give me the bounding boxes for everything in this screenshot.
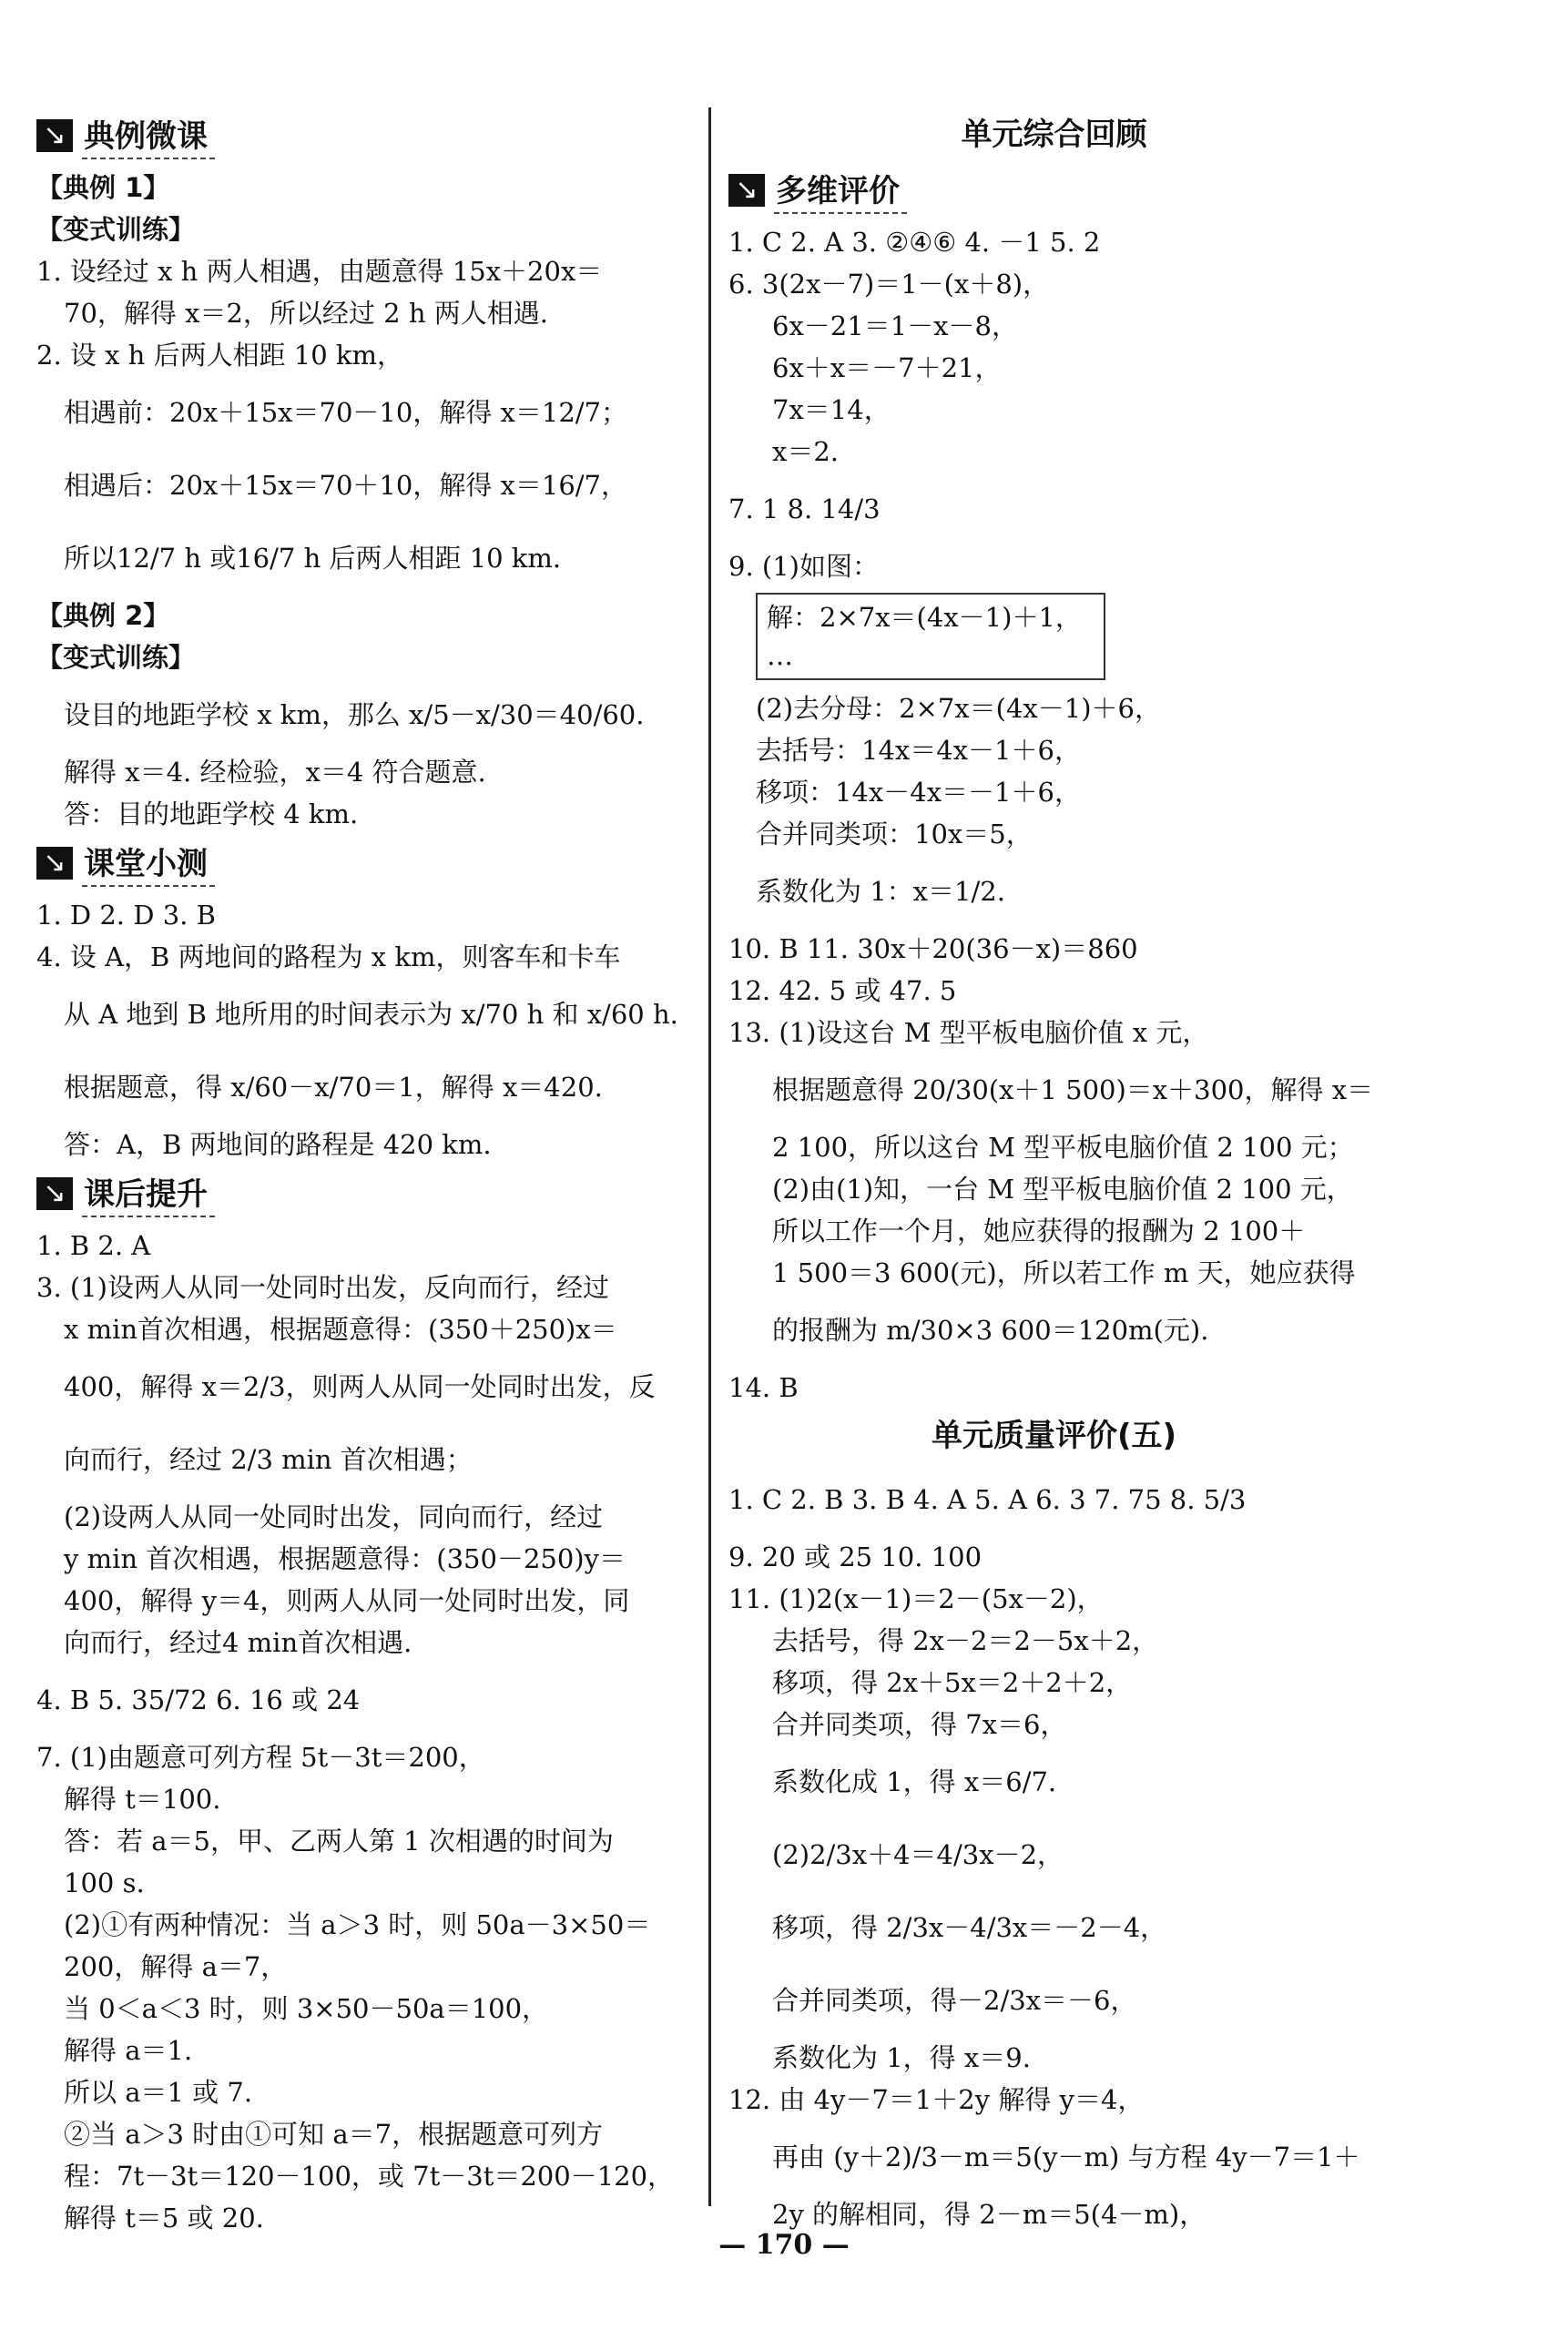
section-header xyxy=(36,839,687,887)
text-line: 3. (1)设两人从同一处同时出发，反向而行，经过 xyxy=(36,1272,609,1303)
text-line: 去括号，得 2x－2＝2－5x＋2， xyxy=(772,1625,1159,1656)
text-line: 系数化为 1：x＝1/2. xyxy=(756,876,1005,907)
text-line: 解得 x＝4. 经检验，x＝4 符合题意. xyxy=(64,757,486,788)
text-line: 400，解得 x＝2/3，则两人从同一处同时出发，反 xyxy=(64,1371,656,1402)
solution-box xyxy=(756,593,1105,680)
example-label: 【典例 2】 xyxy=(36,600,170,631)
text-line: 相遇前：20x＋15x＝70－10，解得 x＝12/7； xyxy=(64,397,628,428)
text-line: ②当 a＞3 时由①可知 a＝7，根据题意可列方 xyxy=(64,2119,604,2150)
text-line: 从 A 地到 B 地所用的时间表示为 x/70 h 和 x/60 h. xyxy=(64,999,678,1030)
text-line: 400，解得 y＝4，则两人从同一处同时出发，同 xyxy=(64,1585,630,1616)
text-line: 4. B 5. 35/72 6. 16 或 24 xyxy=(36,1684,361,1715)
section-header xyxy=(36,1169,687,1217)
variant-label: 【变式训练】 xyxy=(36,642,196,673)
text-line: 当 0＜a＜3 时，则 3×50－50a＝100， xyxy=(64,1993,549,2024)
text-line: y min 首次相遇，根据题意得：(350－250)y＝ xyxy=(64,1543,626,1574)
text-line: 7x＝14， xyxy=(772,394,891,425)
column-divider xyxy=(708,107,711,2206)
text-line: 70，解得 x＝2，所以经过 2 h 两人相遇. xyxy=(64,298,548,329)
text-line: 6x＋x＝－7＋21， xyxy=(772,352,1002,383)
text-line: 11. (1)2(x－1)＝2－(5x－2)， xyxy=(728,1583,1104,1614)
left-column xyxy=(36,107,687,2239)
text-line: 移项：14x－4x＝－1＋6， xyxy=(756,777,1081,808)
text-line: 系数化为 1，得 x＝9. xyxy=(772,2042,1031,2073)
unit-title: 单元质量评价(五) xyxy=(931,1418,1177,1454)
text-line: x＝2. xyxy=(772,436,840,467)
text-line: 1. B 2. A xyxy=(36,1230,151,1261)
example-label: 【典例 1】 xyxy=(36,172,170,203)
text-line: 合并同类项，得－2/3x＝－6， xyxy=(772,1985,1137,2016)
section-title: 典例微课 xyxy=(82,111,215,159)
text-line: 合并同类项，得 7x＝6， xyxy=(772,1709,1067,1740)
text-line: 100 s. xyxy=(64,1867,145,1898)
text-line: 系数化成 1，得 x＝6/7. xyxy=(772,1766,1057,1797)
text-line: 2. 设 x h 后两人相距 10 km， xyxy=(36,340,403,371)
text-line: 解得 t＝100. xyxy=(64,1784,221,1815)
text-line: 1. 设经过 x h 两人相遇，由题意得 15x＋20x＝ xyxy=(36,256,603,287)
text-line: 所以12/7 h 或16/7 h 后两人相距 10 km. xyxy=(64,543,562,574)
right-column xyxy=(728,107,1380,2235)
text-line: 7. 1 8. 14/3 xyxy=(728,493,881,524)
text-line: (2)设两人从同一处同时出发，同向而行，经过 xyxy=(64,1501,604,1532)
text-line: 相遇后：20x＋15x＝70＋10，解得 x＝16/7， xyxy=(64,470,628,501)
text-line: 13. (1)设这台 M 型平板电脑价值 x 元， xyxy=(728,1017,1209,1048)
unit-title: 单元综合回顾 xyxy=(961,117,1147,153)
text-line: 6x－21＝1－x－8， xyxy=(772,310,1018,341)
text-line: 解得 t＝5 或 20. xyxy=(64,2203,264,2233)
text-line: 向而行，经过 2/3 min 首次相遇； xyxy=(64,1444,473,1475)
text-line: (2)由(1)知，一台 M 型平板电脑价值 2 100 元， xyxy=(772,1174,1353,1205)
text-line: 根据题意，得 x/60－x/70＝1，解得 x＝420. xyxy=(64,1072,603,1103)
text-line: 程：7t－3t＝120－100，或 7t－3t＝200－120， xyxy=(64,2161,675,2192)
checkmark-icon: ↘ xyxy=(36,119,73,152)
text-line: 答：目的地距学校 4 km. xyxy=(64,799,359,829)
text-line: (2)2/3x＋4＝4/3x－2， xyxy=(772,1839,1064,1870)
checkmark-icon: ↘ xyxy=(728,174,765,207)
text-line: 14. B xyxy=(728,1372,799,1403)
box-line: … xyxy=(767,640,793,671)
text-line: 2y 的解相同，得 2－m＝5(4－m)， xyxy=(772,2199,1207,2230)
text-line: 12. 42. 5 或 47. 5 xyxy=(728,975,957,1006)
text-line: 6. 3(2x－7)＝1－(x＋8)， xyxy=(728,269,1050,300)
text-line: x min首次相遇，根据题意得：(350＋250)x＝ xyxy=(64,1314,617,1345)
text-line: 所以 a＝1 或 7. xyxy=(64,2077,253,2108)
text-line: 合并同类项：10x＝5， xyxy=(756,819,1033,850)
variant-label: 【变式训练】 xyxy=(36,214,196,245)
text-line: 7. (1)由题意可列方程 5t－3t＝200， xyxy=(36,1742,485,1773)
text-line: 10. B 11. 30x＋20(36－x)＝860 xyxy=(728,933,1138,964)
text-line: 1. C 2. A 3. ②④⑥ 4. －1 5. 2 xyxy=(728,227,1101,258)
text-line: (2)①有两种情况：当 a＞3 时，则 50a－3×50＝ xyxy=(64,1909,651,1940)
text-line: 解得 a＝1. xyxy=(64,2035,193,2066)
text-line: 所以工作一个月，她应获得的报酬为 2 100＋ xyxy=(772,1216,1306,1246)
box-line: 解：2×7x＝(4x－1)＋1， xyxy=(767,602,1082,633)
section-header xyxy=(728,166,1380,214)
section-header xyxy=(36,111,687,159)
text-line: 4. 设 A，B 两地间的路程为 x km，则客车和卡车 xyxy=(36,941,621,972)
text-line: 9. (1)如图： xyxy=(728,551,879,582)
text-line: 去括号：14x＝4x－1＋6， xyxy=(756,735,1081,766)
text-line: 12. 由 4y－7＝1＋2y 解得 y＝4， xyxy=(728,2084,1145,2115)
text-line: 答：A，B 两地间的路程是 420 km. xyxy=(64,1129,492,1160)
text-line: 答：若 a＝5，甲、乙两人第 1 次相遇的时间为 xyxy=(64,1826,614,1857)
text-line: 的报酬为 m/30×3 600＝120m(元). xyxy=(772,1315,1209,1346)
text-line: 再由 (y＋2)/3－m＝5(y－m) 与方程 4y－7＝1＋ xyxy=(772,2142,1360,2172)
text-line: 1. D 2. D 3. B xyxy=(36,900,216,931)
checkmark-icon: ↘ xyxy=(36,847,73,880)
section-title: 多维评价 xyxy=(774,166,907,214)
section-title: 课堂小测 xyxy=(82,839,215,887)
text-line: 设目的地距学校 x km，那么 x/5－x/30＝40/60. xyxy=(64,699,645,730)
text-line: 9. 20 或 25 10. 100 xyxy=(728,1541,983,1572)
page-number: — 170 — xyxy=(718,2229,850,2261)
text-line: 2 100，所以这台 M 型平板电脑价值 2 100 元； xyxy=(772,1132,1354,1163)
text-line: 1. C 2. B 3. B 4. A 5. A 6. 3 7. 75 8. 5/3 xyxy=(728,1484,1247,1515)
text-line: 200，解得 a＝7， xyxy=(64,1951,288,1982)
text-line: (2)去分母：2×7x＝(4x－1)＋6， xyxy=(756,693,1161,724)
text-line: 移项，得 2/3x－4/3x＝－2－4， xyxy=(772,1912,1167,1943)
text-line: 向而行，经过4 min首次相遇. xyxy=(64,1627,412,1658)
section-title: 课后提升 xyxy=(82,1169,215,1217)
text-line: 根据题意得 20/30(x＋1 500)＝x＋300，解得 x＝ xyxy=(772,1074,1374,1105)
checkmark-icon: ↘ xyxy=(36,1177,73,1210)
text-line: 1 500＝3 600(元)，所以若工作 m 天，她应获得 xyxy=(772,1257,1356,1288)
text-line: 移项，得 2x＋5x＝2＋2＋2， xyxy=(772,1667,1133,1698)
